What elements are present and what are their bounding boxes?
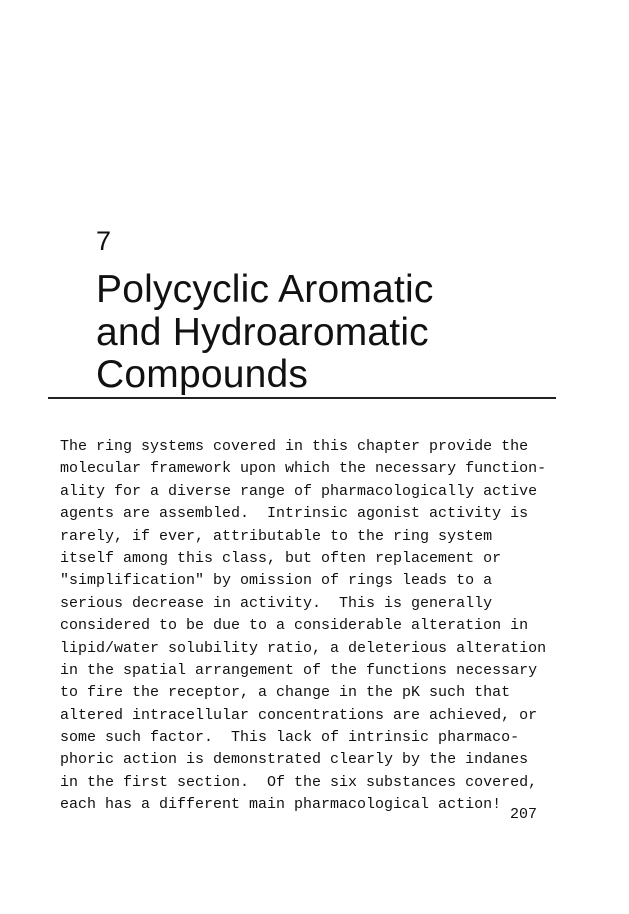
body-line: considered to be due to a considerable alteration in [60,617,529,635]
body-line: to fire the receptor, a change in the pK such that [60,684,511,702]
body-line: itself among this class, but often replacement or [60,549,502,567]
chapter-title-line: Polycyclic Aromatic [96,268,434,311]
chapter-title [96,269,556,397]
body-line: rarely, if ever, attributable to the ring system [60,527,493,545]
body-line: serious decrease in activity. This is generally [60,594,493,612]
body-line: agents are assembled. Intrinsic agonist activity is [60,505,529,523]
title-divider [48,397,556,399]
chapter-title-line: and Hydroaromatic [96,310,429,354]
chapter-number: 7 [96,226,112,256]
body-line: molecular framework upon which the necessary function- [60,460,547,478]
body-paragraph [60,436,560,817]
body-line: lipid/water solubility ratio, a deleterious alteration [60,639,547,657]
chapter-title-line: Compounds [96,353,309,396]
body-line: altered intracellular concentrations are achieved, or [60,706,538,724]
body-line: some such factor. This lack of intrinsic pharmaco- [60,729,520,747]
body-line: "simplification" by omission of rings leads to a [60,572,493,590]
body-line: in the first section. Of the six substances covered, [60,773,538,791]
body-line: in the spatial arrangement of the functions necessary [60,661,538,679]
body-line: phoric action is demonstrated clearly by the indanes [60,751,529,769]
body-line: each has a different main pharmacological action! [60,796,502,814]
body-line: ality for a diverse range of pharmacologically active [60,482,538,500]
page-number: 207 [510,806,538,823]
body-line: The ring systems covered in this chapter provide the [60,438,529,455]
